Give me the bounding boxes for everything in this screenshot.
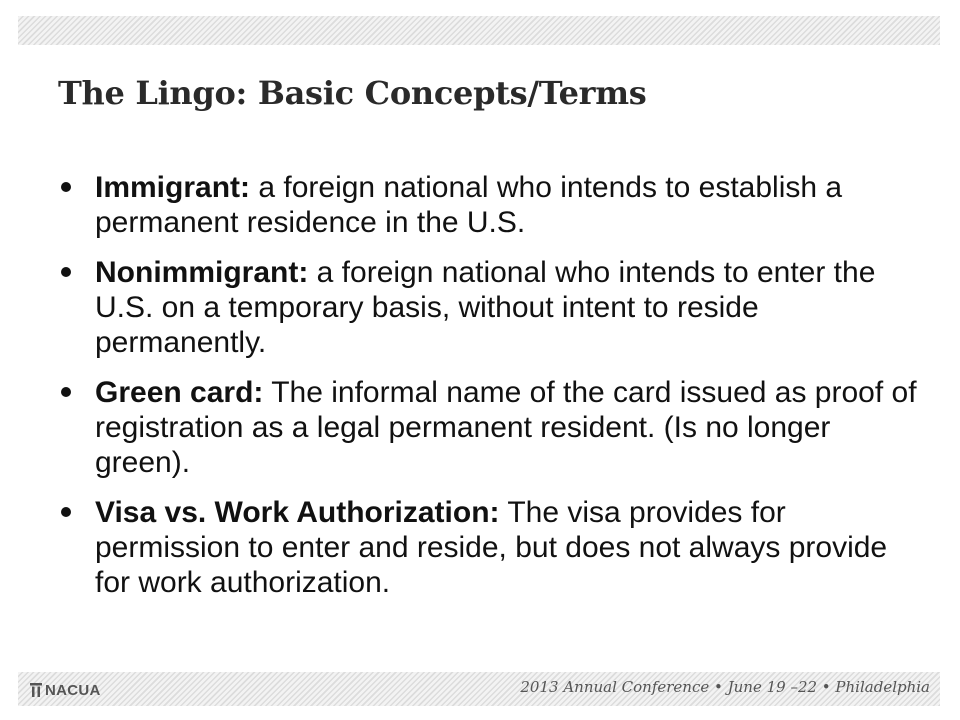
conference-caption: 2013 Annual Conference • June 19 –22 • Philadelphia (520, 678, 930, 696)
slide-title: The Lingo: Basic Concepts/Terms (58, 74, 647, 112)
bullet-term: Nonimmigrant: (95, 256, 309, 289)
bullet-dot-icon (61, 507, 71, 517)
bullet-dot-icon (61, 267, 71, 277)
logo-text: NACUA (45, 681, 101, 699)
bullet-item-immigrant (58, 170, 918, 240)
top-decorative-band (18, 16, 940, 45)
bullet-text: The informal name of the card issued as proof of registration as a legal permanent resident. (Is no longer green). (95, 376, 917, 479)
bullet-text: a foreign national who intends to establish a permanent residence in the U.S. (95, 171, 843, 239)
nacua-logo (30, 680, 101, 700)
bullet-dot-icon (61, 387, 71, 397)
bullet-text: The visa provides for permission to enter and reside, but does not always provide for work authorization. (95, 496, 888, 599)
bullet-dot-icon (61, 182, 71, 192)
bullet-text: a foreign national who intends to enter the U.S. on a temporary basis, without intent to reside permanently. (95, 256, 876, 359)
bullet-term: Immigrant: (95, 171, 251, 204)
bullet-item-nonimmigrant (58, 255, 918, 360)
bullet-item-green-card (58, 375, 918, 480)
bullet-term: Visa vs. Work Authorization: (95, 496, 500, 529)
bullet-term: Green card: (95, 376, 264, 409)
bullet-list (58, 170, 918, 615)
nacua-logo-icon (30, 683, 42, 697)
bullet-item-visa-vs-work-authorization (58, 495, 918, 600)
